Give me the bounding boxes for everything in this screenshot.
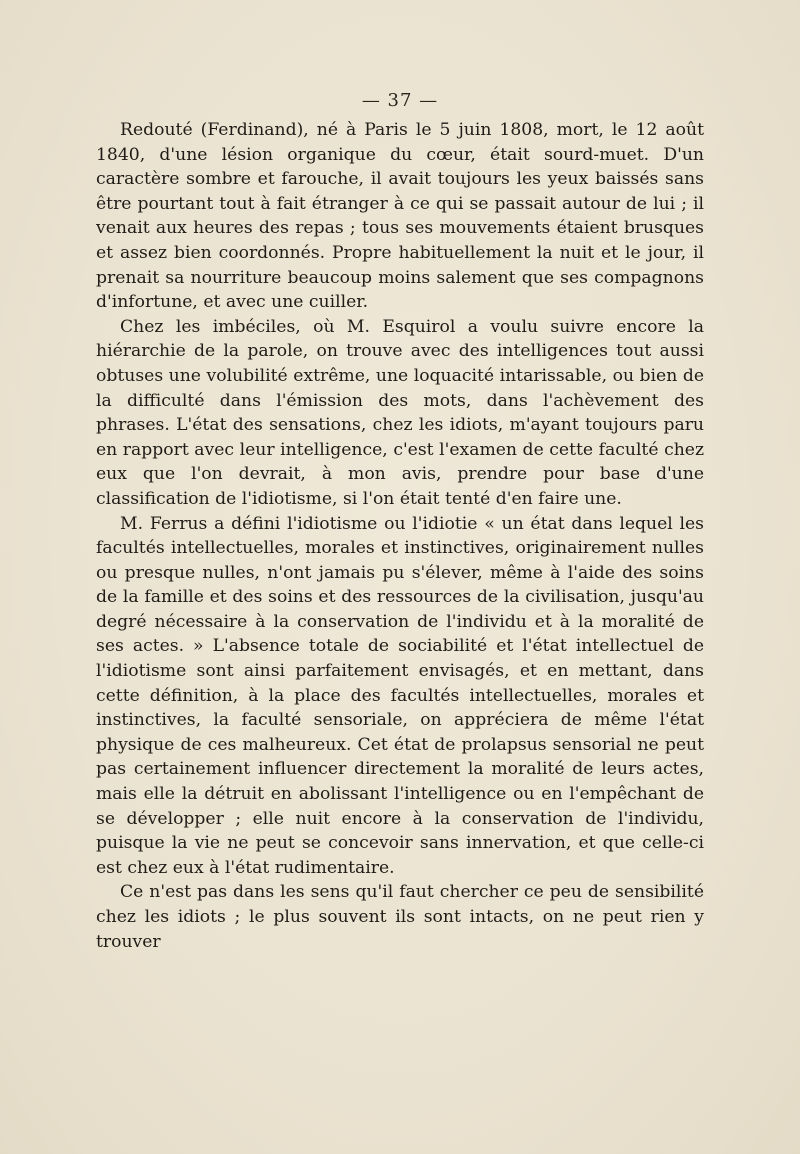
page-number: — 37 — xyxy=(361,90,439,111)
paragraph-imbeciles: Chez les imbéciles, où M. Esquirol a voulu suivre encore la hiérarchie de la parole, on trouve avec des intelligences tout aussi obtuses une volubilité extrême, une loquacité intarissable, ou bien de la difficulté dans l'émission des mots, dans l'achèvement des phrases. L'état des sensations, chez les idiots, m'ayant toujours paru en rapport avec leur intelligence, c'est l'examen de cette faculté chez eux que l'on devrait, à mon avis, prendre pour base d'une classification de l'idiotisme, si l'on était tenté d'en faire une. xyxy=(96,316,704,509)
paragraph-ferrus: M. Ferrus a défini l'idiotisme ou l'idiotie « un état dans lequel les facultés intellectuelles, morales et instinctives, originairement nulles ou presque nulles, n'ont jamais pu s'élever, même à l'aide des soins de la famille et des soins et des ressources de la civilisation, jusqu'au degré nécessaire à la conservation de l'individu et à la moralité de ses actes. » L'absence totale de sociabilité et l'état intellectuel de l'idiotisme sont ainsi parfaitement envisagés, et en mettant, dans cette définition, à la place des facultés intellectuelles, morales et instinctives, la faculté sensoriale, on appréciera de même l'état physique de ces malheureux. Cet état de prolapsus sensorial ne peut pas certainement influencer directement la moralité de leurs actes, mais elle la détruit en abolissant l'intelligence ou en l'empêchant de se développer ; elle nuit encore à la conservation de l'individu, puisque la vie ne peut se concevoir sans innervation, et que celle-ci est chez eux à l'état rudimentaire. xyxy=(96,513,704,878)
paragraph-sensibilite: Ce n'est pas dans les sens qu'il faut chercher ce peu de sensibilité chez les idiots ; le plus souvent ils sont intacts, on ne peut rien y trouver xyxy=(96,882,704,952)
paragraph-redoute: Redouté (Ferdinand), né à Paris le 5 juin 1808, mort, le 12 août 1840, d'une lésion organique du cœur, était sourd-muet. D'un caractère sombre et farouche, il avait toujours les yeux baissés sans être pourtant tout à fait étranger à ce qui se passait autour de lui ; il venait aux heures des repas ; tous ses mouvements étaient brusques et assez bien coordonnés. Propre habituellement la nuit et le jour, il prenait sa nourriture beaucoup moins salement que ses compagnons d'infortune, et avec une cuiller. xyxy=(96,120,704,313)
body-text xyxy=(96,118,704,954)
